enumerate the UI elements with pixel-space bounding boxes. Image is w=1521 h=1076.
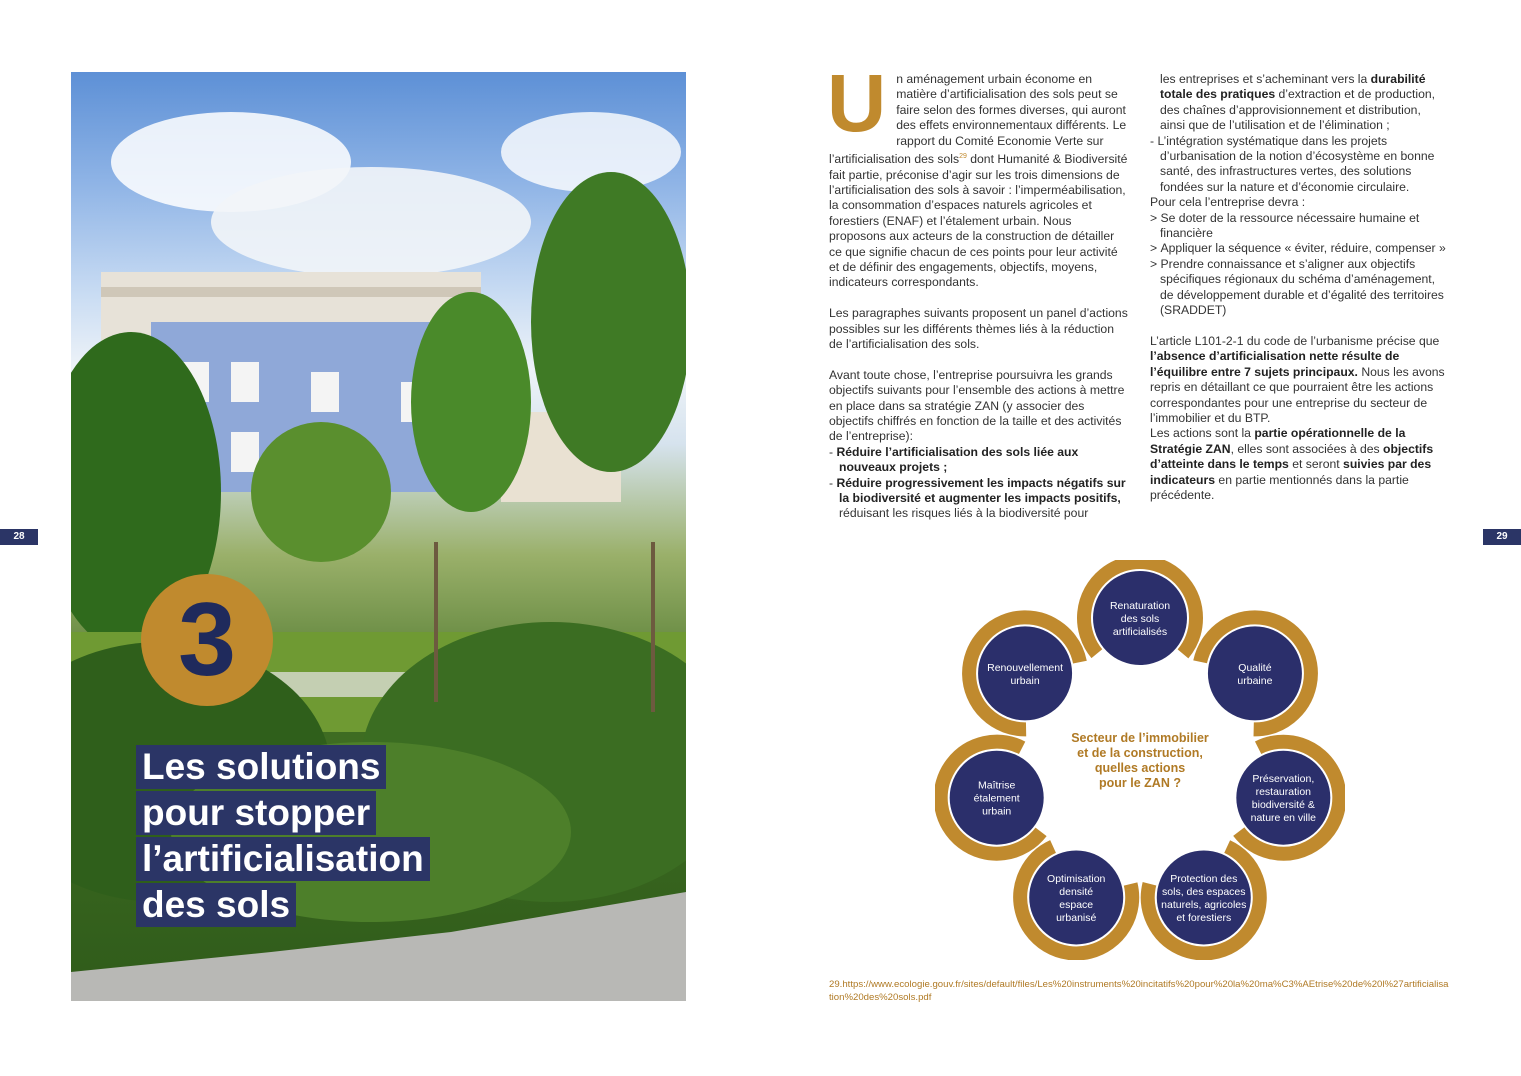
diagram-node-2-label-1: restauration <box>1255 786 1312 799</box>
goal-3: > Prendre connaissance et s’aligner aux objectifs spécifiques régionaux du schéma d’aménagement, de développement durable et d’égalité des territoires (SRADDET) <box>1150 256 1444 318</box>
actions-a: Les actions sont la <box>1150 426 1255 441</box>
article-text-c: Nous les avons repris en détaillant ce que pourraient être les actions correspondantes pour une entreprise du secteur de l’immobilier et du BTP. <box>1150 364 1445 425</box>
bullet-2-rest: réduisant les risques liés à la biodiversité pour <box>839 506 1089 521</box>
actions-paragraph <box>1150 426 1446 503</box>
goal-1: > Se doter de la ressource nécessaire humaine et financière <box>1150 210 1420 241</box>
diagram-center-line-3: quelles actions <box>1094 761 1186 775</box>
article-paragraph <box>1150 334 1446 426</box>
goal-2: > Appliquer la séquence « éviter, réduire, compenser » <box>1150 241 1446 256</box>
paragraph-2: Les paragraphes suivants proposent un panel d’actions possibles sur les différents thèmes liés à la réduction de l’artificialisation des sols. <box>829 306 1128 351</box>
text-column-2 <box>1150 72 1446 503</box>
zan-actions-diagram <box>935 560 1345 960</box>
pour-cela-line: Pour cela l’entreprise devra : <box>1150 195 1306 210</box>
diagram-node-6-label-0: Renouvellement <box>987 661 1064 674</box>
diagram-node-4-label-1: densité <box>1059 885 1094 898</box>
dropcap-letter: U <box>827 58 887 149</box>
actions-f: suivies par des indicateurs <box>1150 457 1432 487</box>
text-column-1 <box>827 58 1129 522</box>
chapter-title-line-3: l’artificialisation <box>136 837 430 881</box>
diagram-node-0-label-1: des sols <box>1120 613 1160 625</box>
diagram-center-line-2: et de la construction, <box>1077 746 1203 760</box>
chapter-title-line-4: des sols <box>136 883 296 927</box>
bullet-3-text: L’intégration systématique dans les projets d’urbanisation de la notion d’écosystème en bonne santé, des infrastructures vertes, des solutions fondées sur la nature et d’économie circulaire. <box>1157 133 1435 194</box>
bullet-2: - Réduire progressivement les impacts négatifs sur la biodiversité et augmenter les impacts positifs, réduisant les risques liés à la biodiversité pour <box>829 475 1126 521</box>
intro-text-a: n aménagement urbain économe en matière d’artificialisation des sols peut se faire selon des formes diverses, qui auront des effets environnementaux différents. Le rapport du Comité Economie Verte sur l’artificialisation des sols <box>829 72 1127 167</box>
page-number-left: 28 <box>0 529 38 545</box>
article-text-bold: l’absence d’artificialisation nette résulte de l’équilibre entre 7 sujets principaux. <box>1150 349 1400 379</box>
footnote-reference[interactable]: 29 <box>959 153 967 161</box>
diagram-node-5-label-1: étalement <box>973 792 1020 805</box>
diagram-node-1-label-1: urbaine <box>1237 674 1273 687</box>
diagram-center-line-4: pour le ZAN ? <box>1099 776 1181 790</box>
chapter-title-line-1: Les solutions <box>136 745 386 789</box>
intro-paragraph <box>827 58 1129 291</box>
diagram-node-3-label-0: Protection des <box>1170 872 1238 885</box>
chapter-title-line-2: pour stopper <box>136 791 376 835</box>
diagram-node-2-label-0: Préservation, <box>1252 773 1315 786</box>
goal-2-text: Appliquer la séquence « éviter, réduire, compenser » <box>1160 241 1446 256</box>
bullet-1: - Réduire l’artificialisation des sols liée aux nouveaux projets ; <box>829 444 1079 475</box>
diagram-node-3-label-1: sols, des espaces <box>1162 885 1246 898</box>
article-text-a: L’article L101-2-1 du code de l’urbanisme précise que <box>1150 333 1440 348</box>
chapter-number-badge: 3 <box>141 574 273 706</box>
footnote-url[interactable]: 29.https://www.ecologie.gouv.fr/sites/default/files/Les%20instruments%20incitatifs%20pour%20la%20ma%C3%AEtrise%20de%20l%27artificialisation%20des%20sols.pdf <box>829 979 1449 1003</box>
diagram-node-4-label-3: urbanisé <box>1056 911 1097 924</box>
actions-b: partie opérationnelle de la Stratégie ZAN <box>1150 426 1406 456</box>
diagram-node-0-label-0: Renaturation <box>1109 600 1171 612</box>
goal-3-text: Prendre connaissance et s’aligner aux objectifs spécifiques régionaux du schéma d’aménagement, de développement durable et d’égalité des territoires (SRADDET) <box>1160 256 1444 318</box>
bullet-1-text: Réduire l’artificialisation des sols liée aux nouveaux projets ; <box>836 444 1079 475</box>
cont-text-bold: durabilité totale des pratiques <box>1160 72 1426 102</box>
cont-text-a: les entreprises et s’acheminant vers la <box>1160 72 1371 86</box>
diagram-node-5-label-0: Maîtrise <box>978 779 1016 792</box>
actions-e: et seront <box>1288 457 1344 472</box>
diagram-center-line-1: Secteur de l’immobilier <box>1071 731 1209 745</box>
bullet-3: - L’intégration systématique dans les projets d’urbanisation de la notion d’écosystème en bonne santé, des infrastructures vertes, des solutions fondées sur la nature et d’économie circulaire. <box>1150 133 1435 194</box>
diagram-node-0-label-2: artificialisés <box>1112 626 1168 638</box>
page-number-right: 29 <box>1483 529 1521 545</box>
diagram-node-2-label-2: biodiversité & <box>1251 799 1315 812</box>
actions-d: objectifs d’atteinte dans le temps <box>1150 441 1434 472</box>
bullet-2-continued <box>1150 72 1446 134</box>
diagram-node-5-label-2: urbain <box>982 805 1012 818</box>
diagram-node-2-label-3: nature en ville <box>1250 812 1317 825</box>
diagram-node-6-label-1: urbain <box>1010 674 1040 687</box>
diagram-node-3-label-3: et forestiers <box>1176 911 1232 924</box>
intro-text-b: dont Humanité & Biodiversité fait partie, préconise d’agir sur les trois dimensions de l’artificialisation des sols à savoir : l’imperméabilisation, la consommation d’espaces naturels agricoles et forestiers (ENAF) et l’étalement urbain. Nous proposons aux acteurs de la construction de détailler ce que signifie chacun de ces points pour leur activité et de définir des engagements, objectifs, moyens, indicateurs correspondants. <box>829 152 1128 290</box>
diagram-node-3-label-2: naturels, agricoles <box>1161 898 1247 911</box>
diagram-node-4-label-0: Optimisation <box>1047 872 1106 885</box>
bullet-2-bold: Réduire progressivement les impacts négatifs sur la biodiversité et augmenter les impacts positifs, <box>836 475 1126 505</box>
actions-c: , elles sont associées à des <box>1230 441 1384 456</box>
cont-text-c: d’extraction et de production, des chaînes d’approvisionnement et distribution, ainsi que de l’utilisation et de l’élimination ; <box>1160 87 1436 133</box>
diagram-node-4-label-2: espace <box>1059 898 1094 911</box>
paragraph-3: Avant toute chose, l’entreprise poursuivra les grands objectifs suivants pour l’ensemble des actions à mettre en place dans sa stratégie ZAN (y associer des objectifs chiffrés en fonction de la taille et des activités de l’entreprise): <box>829 367 1125 444</box>
diagram-node-1-label-0: Qualité <box>1238 661 1272 674</box>
actions-g: en partie mentionnés dans la partie précédente. <box>1150 472 1409 502</box>
goal-1-text: Se doter de la ressource nécessaire humaine et financière <box>1160 210 1420 241</box>
